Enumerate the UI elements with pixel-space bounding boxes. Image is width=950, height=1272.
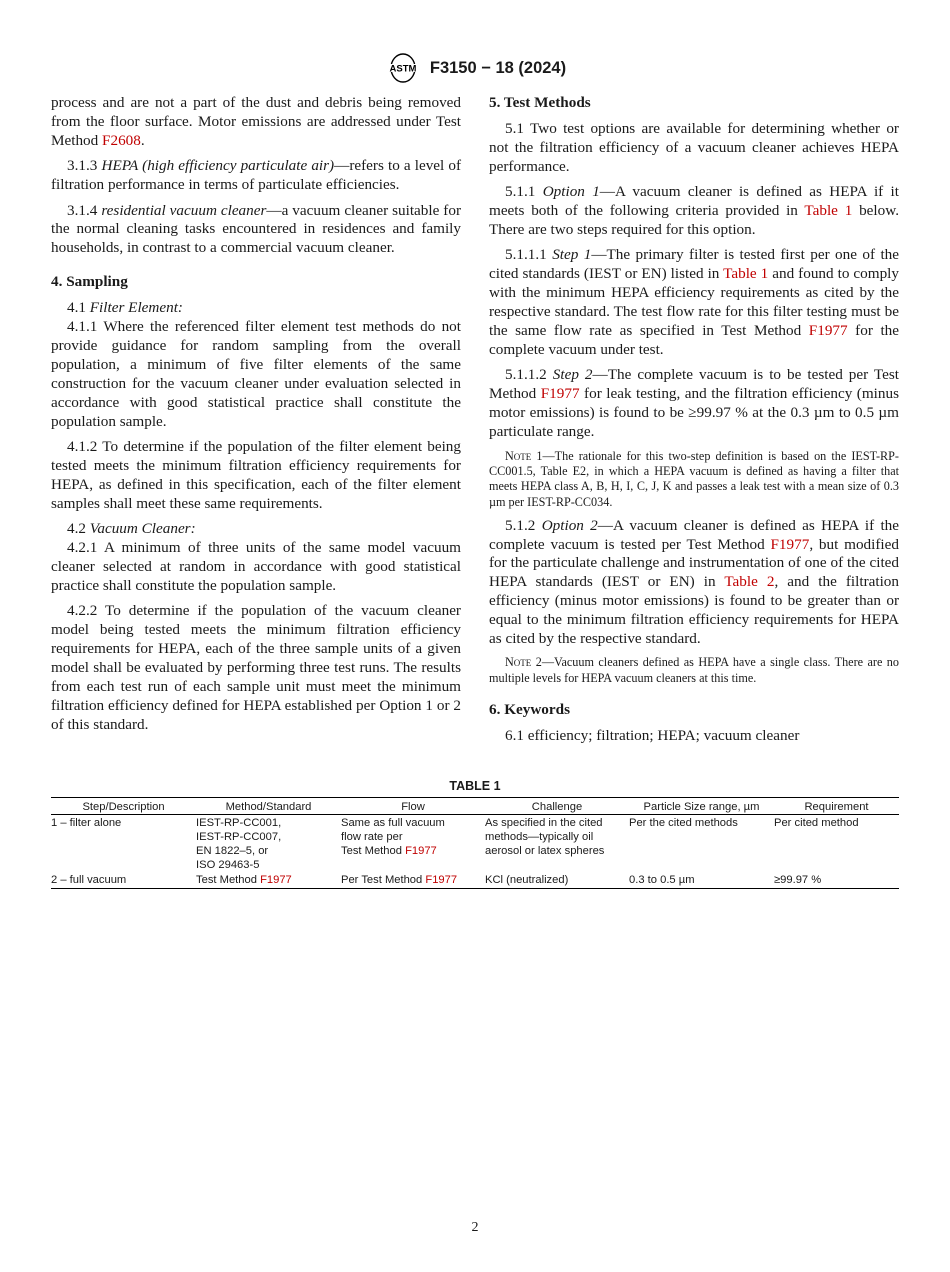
table-cell: ≥99.97 % bbox=[774, 872, 899, 889]
ref-f1977-link[interactable]: F1977 bbox=[770, 535, 810, 553]
table-row bbox=[51, 872, 899, 889]
svg-text:ASTM: ASTM bbox=[389, 63, 417, 75]
column-header: Step/Description bbox=[51, 798, 196, 815]
table-cell: Per Test Method F1977 bbox=[341, 872, 485, 889]
paragraph-4-1: 4.1 Filter Element: bbox=[67, 299, 183, 317]
paragraph-5-1-1-1: 5.1.1.1 Step 1—The primary filter is tested first per one of the cited standards (IEST or EN) listed in Table 1 and found to comply with the minimum HEPA efficiency requirements as cited by the respective standard. The test flow rate for this filter testing must be the same flow rate as specified in Test Method F1977 for the complete vacuum under test. bbox=[489, 246, 900, 358]
paragraph-4-1-2: 4.1.2 To determine if the population of the filter element being tested meets the minimum filtration efficiency requirements for HEPA, as defined in this specification, each of the filter element samples shall meet these same requirements. bbox=[51, 438, 461, 512]
paragraph-5-1: 5.1 Two test options are available for determining whether or not the filtration efficiency of a vacuum cleaner achieves HEPA performance. bbox=[489, 120, 899, 175]
note-1: Note 1—The rationale for this two-step definition is based on the IEST-RP-CC001.5, Table E2, in which a HEPA vacuum is defined as having a filter that meets HEPA class A, B, H, I, C, J, K and passes a leak test with a mean size of 0.3 µm per IEST-RP-CC034. bbox=[489, 448, 899, 509]
ref-f1977-link[interactable]: F1977 bbox=[405, 845, 437, 857]
section-4-heading: 4. Sampling bbox=[51, 273, 128, 291]
paragraph-4-2-1: 4.2.1 A minimum of three units of the same model vacuum cleaner selected at random in accordance with good statistical practice shall constitute the population sample. bbox=[51, 539, 461, 594]
ref-f1977-link[interactable]: F1977 bbox=[808, 322, 848, 340]
paragraph-5-1-2: 5.1.2 Option 2—A vacuum cleaner is defined as HEPA if the complete vacuum is tested per Test Method F1977, but modified for the particulate challenge and instrumentation of one of the cited HEPA standards (IEST or EN) in Table 2, and the filtration efficiency (minus motor emissions) is found to be greater than or equal to the minimum filtration efficiency requirements for HEPA as cited by the respective standard. bbox=[489, 516, 900, 648]
astm-logo-icon bbox=[384, 52, 422, 84]
table-cell: 0.3 to 0.5 µm bbox=[629, 872, 774, 889]
ref-f1977-link[interactable]: F1977 bbox=[260, 874, 292, 886]
paragraph-5-1-1-2: 5.1.1.2 Step 2—The complete vacuum is to be tested per Test Method F1977 for leak testing, and the filtration efficiency (minus motor emissions) is found to be ≥99.97 % at the 0.3 µm to 0.5 µm particulate range. bbox=[489, 366, 900, 441]
page-header bbox=[0, 52, 950, 84]
table-cell: Per cited method bbox=[774, 817, 859, 829]
paragraph-6-1: 6.1 efficiency; filtration; HEPA; vacuum cleaner bbox=[505, 727, 800, 745]
paragraph-4-1-1: 4.1.1 Where the referenced filter element test methods do not provide guidance for random sampling from the overall population, a minimum of five filter elements of the same construction for the vacuum cleaner under evaluation selected in accordance with good statistical practice shall constitute the population sample. bbox=[51, 318, 461, 430]
table-cell: Same as full vacuum flow rate per Test Method F1977 bbox=[341, 817, 445, 857]
ref-table-1-link[interactable]: Table 1 bbox=[723, 265, 769, 283]
table-cell: 1 – filter alone bbox=[51, 817, 122, 829]
paragraph-3-1-4: 3.1.4 residential vacuum cleaner—a vacuum cleaner suitable for the normal cleaning tasks encountered in residences and family households, in contrast to a commercial vacuum cleaner. bbox=[51, 201, 461, 257]
ref-table-2-link[interactable]: Table 2 bbox=[724, 573, 775, 591]
paragraph-4-2-2: 4.2.2 To determine if the population of the vacuum cleaner model being tested meets the minimum filtration efficiency requirements for HEPA, each of the three sample units of a given model shall be evaluated by performing three test runs. The results from each test run of each sample unit must meet the minimum filtration efficiency defined for HEPA established per Option 1 or 2 of this standard. bbox=[51, 602, 461, 733]
left-column bbox=[51, 94, 461, 741]
right-column bbox=[489, 94, 899, 753]
column-header: Particle Size range, µm bbox=[629, 798, 774, 815]
section-6-heading: 6. Keywords bbox=[489, 701, 570, 719]
table-cell: 2 – full vacuum bbox=[51, 872, 196, 889]
table-1 bbox=[51, 797, 899, 889]
paragraph-4-2: 4.2 Vacuum Cleaner: bbox=[67, 520, 196, 538]
table-cell: Per the cited methods bbox=[629, 817, 738, 829]
ref-f2608-link[interactable]: F2608 bbox=[102, 131, 141, 149]
table-row bbox=[51, 815, 899, 873]
table-header-row bbox=[51, 798, 899, 815]
table-1-title: TABLE 1 bbox=[449, 779, 501, 793]
standard-designation: F3150 − 18 (2024) bbox=[429, 58, 567, 77]
ref-f1977-link[interactable]: F1977 bbox=[425, 874, 458, 886]
table-cell: Test Method F1977 bbox=[196, 872, 341, 889]
paragraph-3-1-2-continued: process and are not a part of the dust and debris being removed from the floor surface. Motor emissions are addressed under Test Method F2608. bbox=[51, 94, 461, 149]
ref-f1977-link[interactable]: F1977 bbox=[540, 385, 580, 403]
table-cell: KCl (neutralized) bbox=[485, 872, 629, 889]
note-2: Note 2—Vacuum cleaners defined as HEPA have a single class. There are no multiple levels for HEPA vacuum cleaners at this time. bbox=[489, 655, 899, 685]
column-header: Method/Standard bbox=[196, 798, 341, 815]
column-header: Challenge bbox=[485, 798, 629, 815]
paragraph-3-1-3: 3.1.3 HEPA (high efficiency particulate air)—refers to a level of filtration performance in terms of particulate efficiencies. bbox=[51, 157, 462, 194]
page-number: 2 bbox=[471, 1220, 479, 1235]
column-header: Flow bbox=[341, 798, 485, 815]
section-5-heading: 5. Test Methods bbox=[489, 94, 591, 111]
table-cell: As specified in the cited methods—typically oil aerosol or latex spheres bbox=[485, 817, 605, 857]
column-header: Requirement bbox=[774, 798, 899, 815]
paragraph-5-1-1: 5.1.1 Option 1—A vacuum cleaner is defined as HEPA if it meets both of the following criteria provided in Table 1 below. There are two steps required for this option. bbox=[489, 183, 899, 239]
table-cell: IEST-RP-CC001, IEST-RP-CC007, EN 1822–5, or ISO 29463-5 bbox=[196, 817, 282, 871]
ref-table-1-link[interactable]: Table 1 bbox=[804, 202, 853, 220]
